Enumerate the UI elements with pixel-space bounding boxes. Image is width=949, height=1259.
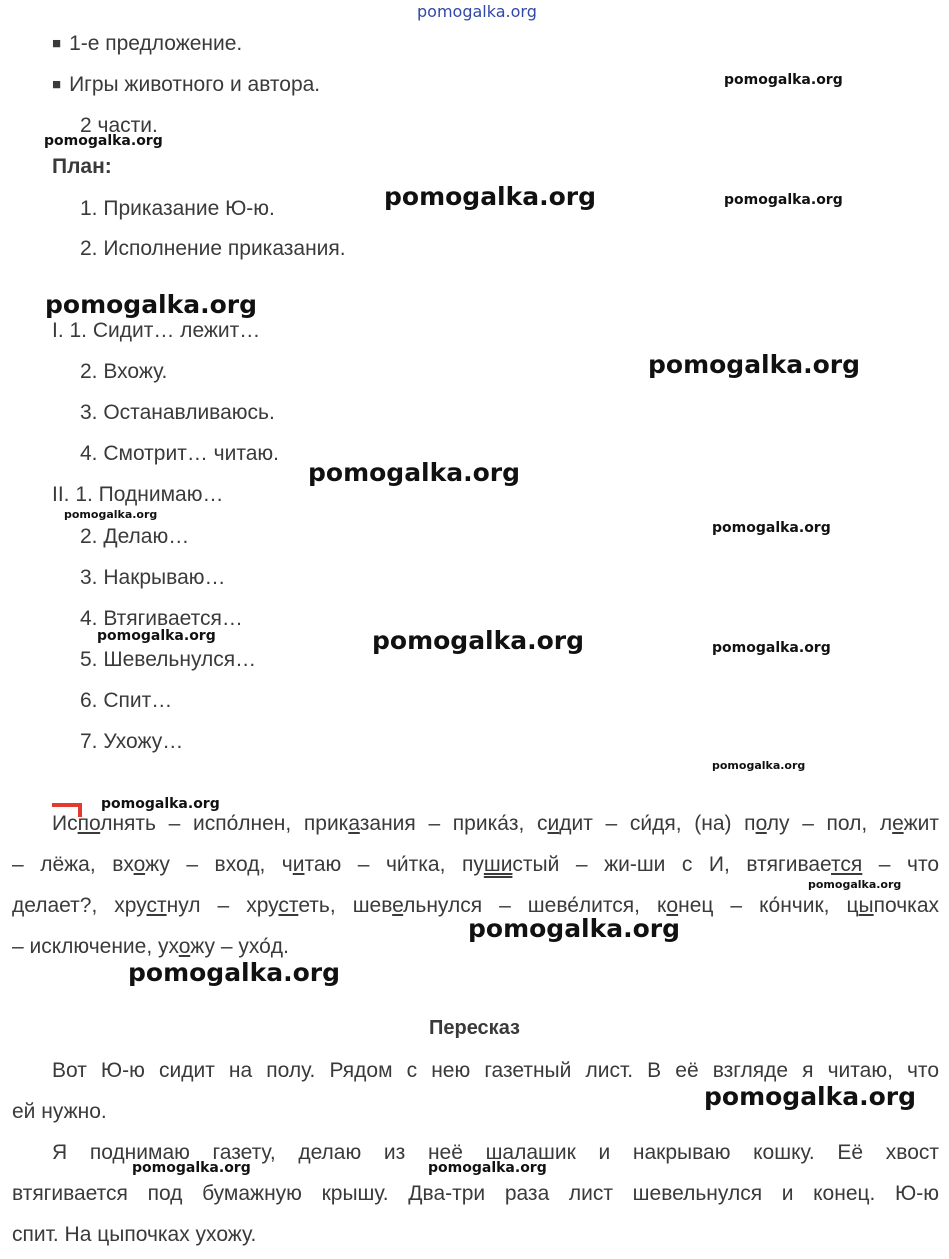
outline-item: 4. Втягивается… xyxy=(80,607,243,630)
outline-item: II. 1. Поднимаю… xyxy=(52,483,224,506)
watermark: pomogalka.org xyxy=(808,878,902,891)
plan-title: План: xyxy=(52,155,112,178)
outline-item: 6. Спит… xyxy=(80,689,173,712)
spelling-line: – исключение, ухожу – ухо́д. xyxy=(12,935,289,958)
outline-item: 3. Останавливаюсь. xyxy=(80,401,275,424)
retelling-line: Вот Ю-ю сидит на полу. Рядом с нею газетный лист. В её взгляде я читаю, что xyxy=(52,1059,939,1082)
watermark: pomogalka.org xyxy=(428,1160,547,1176)
retelling-line: втягивается под бумажную крышу. Два-три раза лист шевельнулся и конец. Ю-ю xyxy=(12,1182,939,1205)
outline-item: 4. Смотрит… читаю. xyxy=(80,442,279,465)
spelling-line: Исполнять – испо́лнен, приказания – прика́з, сидит – си́дя, (на) полу – пол, лежит xyxy=(52,812,940,835)
square-bullet-icon: ■ xyxy=(52,76,62,93)
watermark: pomogalka.org xyxy=(468,914,681,943)
watermark: pomogalka.org xyxy=(724,192,843,208)
watermark: pomogalka.org xyxy=(648,350,861,379)
watermark: pomogalka.org xyxy=(724,72,843,88)
watermark: pomogalka.org xyxy=(384,182,597,211)
watermark: pomogalka.org xyxy=(308,458,521,487)
retelling-line: ей нужно. xyxy=(12,1100,107,1123)
spelling-line: делает?, хрустнул – хрустеть, шевельнулся – шеве́лится, конец – ко́нчик, цыпочках xyxy=(12,894,939,917)
watermark: pomogalka.org xyxy=(712,759,806,772)
watermark: pomogalka.org xyxy=(704,1082,917,1111)
spelling-line: – лёжа, вхожу – вход, читаю – чи́тка, пушистый – жи-ши с И, втягивается – что xyxy=(12,853,939,876)
watermark: pomogalka.org xyxy=(128,958,341,987)
outline-item: 2. Вхожу. xyxy=(80,360,168,383)
outline-item: 7. Ухожу… xyxy=(80,730,184,753)
retelling-title: Пересказ xyxy=(428,1017,520,1039)
watermark: pomogalka.org xyxy=(64,508,158,521)
bullet-games-continuation: 2 части. xyxy=(80,114,158,137)
watermark: pomogalka.org xyxy=(44,133,163,149)
retelling-line: Я поднимаю газету, делаю из неё шалашик и накрываю кошку. Её хвост xyxy=(52,1141,939,1164)
watermark: pomogalka.org xyxy=(712,520,831,536)
watermark: pomogalka.org xyxy=(97,628,216,644)
watermark: pomogalka.org xyxy=(101,796,220,812)
bullet-games: ■ Игры животного и автора. xyxy=(52,73,321,96)
square-bullet-icon: ■ xyxy=(52,35,62,52)
outline-item: I. 1. Сидит… лежит… xyxy=(52,319,261,342)
plan-item: 1. Приказание Ю-ю. xyxy=(80,197,275,220)
bullet-first-sentence: ■ 1-е предложение. xyxy=(52,32,243,55)
retelling-line: спит. На цыпочках ухожу. xyxy=(12,1223,257,1246)
outline-item: 3. Накрываю… xyxy=(80,566,226,589)
watermark: pomogalka.org xyxy=(132,1160,251,1176)
watermark: pomogalka.org xyxy=(372,626,585,655)
plan-item: 2. Исполнение приказания. xyxy=(80,237,346,260)
header-watermark: pomogalka.org xyxy=(417,2,537,21)
outline-item: 5. Шевельнулся… xyxy=(80,648,257,671)
outline-item: 2. Делаю… xyxy=(80,525,190,548)
watermark: pomogalka.org xyxy=(712,640,831,656)
watermark: pomogalka.org xyxy=(45,290,258,319)
